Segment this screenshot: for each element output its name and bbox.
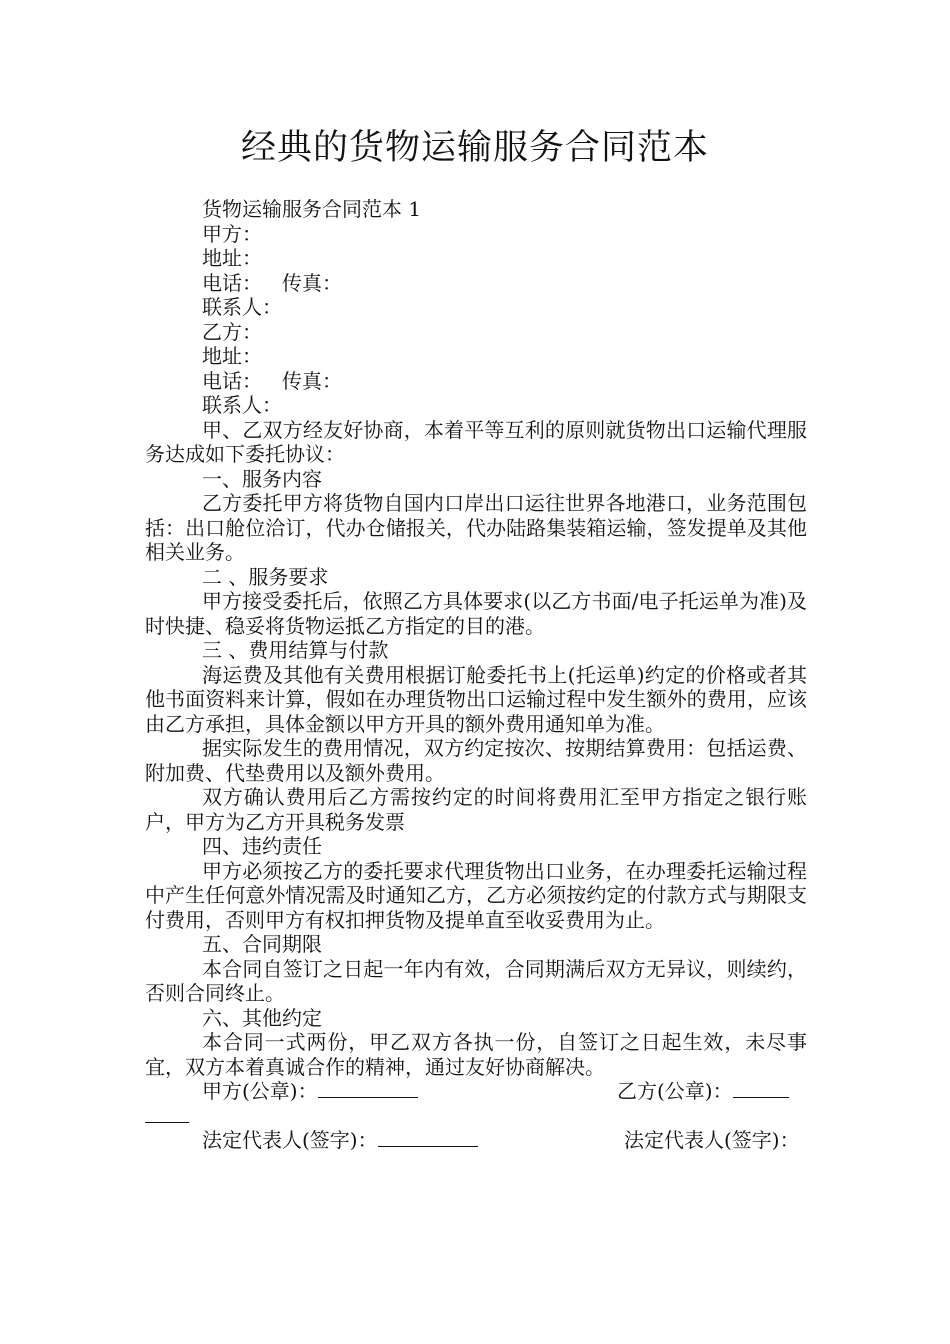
party-b-rep (624, 1128, 800, 1153)
section-paragraph: 海运费及其他有关费用根据订舱委托书上(托运单)约定的价格或者其他书面资料来计算，假如在办理货物出口运输过程中发生额外的费用，应该由乙方承担，具体金额以甲方开具的额外费用通知单为准。 (145, 662, 807, 736)
party-b-contact-label: 联系人： (202, 393, 282, 417)
party-b-label: 乙方： (202, 319, 262, 344)
party-a-address-label: 地址： (202, 246, 262, 270)
party-a-contact-label: 联系人： (202, 295, 282, 319)
party-a-rep (202, 1128, 478, 1153)
party-a-seal-label: 甲方(公章)： (202, 1079, 318, 1103)
seal-row (145, 1079, 807, 1104)
section-paragraph: 本合同一式两份，甲乙双方各执一份，自签订之日起生效，未尽事宜，双方本着真诚合作的精神，通过友好协商解决。 (145, 1030, 807, 1079)
party-a-rep-label: 法定代表人(签字)： (202, 1128, 378, 1152)
party-b-rep-label: 法定代表人(签字)： (624, 1128, 800, 1152)
party-a-phone-label: 电话： (202, 270, 262, 295)
contract-subtitle: 货物运输服务合同范本 1 (202, 197, 422, 221)
section-paragraph: 据实际发生的费用情况，双方约定按次、按期结算费用：包括运费、附加费、代垫费用以及额外费用。 (145, 736, 807, 785)
section-heading: 五、合同期限 (202, 932, 322, 956)
section-paragraph: 甲方必须按乙方的委托要求代理货物出口业务，在办理委托运输过程中产生任何意外情况需及时通知乙方，乙方必须按约定的付款方式与期限支付费用，否则甲方有权扣押货物及提单直至收妥费用为止。 (145, 858, 807, 932)
party-b-phone-label: 电话： (202, 368, 262, 393)
section-paragraph: 甲方接受委托后，依照乙方具体要求(以乙方书面/电子托运单为准)及时快捷、稳妥将货物运抵乙方指定的目的港。 (145, 589, 807, 638)
party-a-seal (202, 1079, 418, 1104)
section-heading: 二 、服务要求 (202, 564, 329, 589)
signature-row (145, 1128, 807, 1153)
section-paragraph: 乙方委托甲方将货物自国内口岸出口运往世界各地港口，业务范围包括：出口舱位洽订，代办仓储报关，代办陆路集装箱运输，签发提单及其他相关业务。 (145, 491, 807, 564)
section-heading: 三 、费用结算与付款 (202, 638, 389, 662)
party-b-seal-label: 乙方(公章)： (617, 1079, 733, 1103)
preamble-paragraph: 甲、乙双方经友好协商，本着平等互利的原则就货物出口运输代理服务达成如下委托协议： (145, 417, 807, 466)
blank-line (145, 1104, 189, 1123)
party-a-rep-blank (378, 1128, 478, 1147)
party-a-label: 甲方： (202, 221, 262, 246)
party-b-seal (617, 1079, 789, 1104)
section-heading: 六、其他约定 (202, 1005, 322, 1030)
party-b-phone-fax (145, 369, 807, 394)
section-heading: 一、服务内容 (202, 466, 322, 491)
party-a-seal-blank (318, 1079, 418, 1098)
section-heading: 四、违约责任 (202, 834, 322, 858)
document-title: 经典的货物运输服务合同范本 (240, 128, 709, 168)
party-b-fax-label: 传真： (282, 368, 342, 393)
party-b-seal-blank (733, 1079, 789, 1098)
party-b-seal-blank-continued (145, 1104, 807, 1129)
party-b-address-label: 地址： (202, 344, 262, 368)
party-a-fax-label: 传真： (282, 270, 342, 295)
party-a-phone-fax (145, 271, 807, 296)
document-body (145, 197, 807, 1153)
section-paragraph: 双方确认费用后乙方需按约定的时间将费用汇至甲方指定之银行账户，甲方为乙方开具税务发票 (145, 785, 807, 834)
section-paragraph: 本合同自签订之日起一年内有效，合同期满后双方无异议，则续约，否则合同终止。 (145, 956, 807, 1005)
